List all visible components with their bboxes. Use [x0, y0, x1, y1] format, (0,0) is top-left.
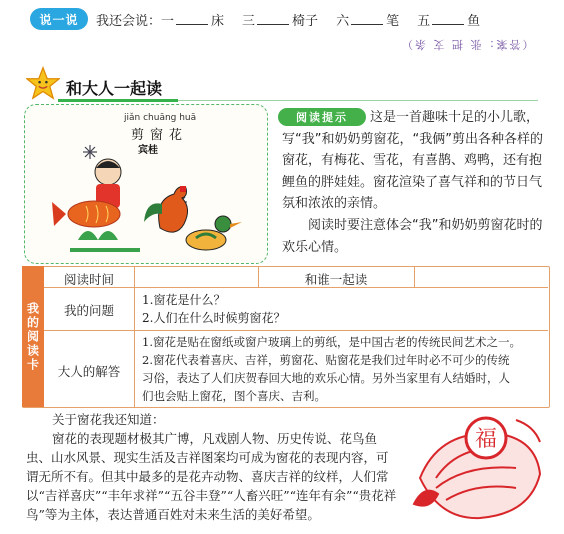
- my-question-label: 我的问题: [63, 303, 114, 318]
- reading-tip-paragraph: 阅读时要注意体会“我”和奶奶剪窗花时的欢乐心情。: [282, 218, 543, 255]
- poem-pinyin: jiǎn chuāng huā: [124, 113, 197, 123]
- adult-answer-text: [142, 333, 546, 405]
- exercise-item: 椅子: [292, 14, 319, 29]
- poem-title: 剪窗花: [131, 128, 189, 143]
- my-question-text: [142, 291, 542, 327]
- adult-answer-label: 大人的解答: [57, 364, 121, 379]
- reading-card-label: 我的阅读卡: [22, 266, 44, 407]
- exercise-item: 五: [417, 14, 431, 29]
- exercise-item: 鱼: [467, 14, 481, 29]
- section-divider: [178, 100, 538, 101]
- passage-body: 窗花的表现题材极其广博，凡戏剧人物、历史传说、花鸟鱼虫、山水风景、现实生活及吉祥图案均可成为窗花的表现内容，可谓无所不有。但其中最多的是花卉动物、喜庆吉祥的纹样，人们常以“吉祥喜庆”“丰年求祥”“五谷丰登”“人畜兴旺”“连年有余”“贵花祥鸟”等为主体，表达普通百姓对未来生活的美好希望。: [26, 431, 397, 522]
- section-underline: [58, 99, 178, 102]
- measure-word-exercise: [96, 10, 480, 29]
- read-with-label: 和谁一起读: [304, 272, 368, 287]
- poem-author: 宾桂: [138, 145, 158, 156]
- say-it-badge: 说一说: [30, 8, 88, 30]
- reading-tip-paragraph: 这是一首趣味十足的小儿歌，写“我”和奶奶剪窗花，“我俩”剪出各种各样的窗花，有梅花、雪花，有喜鹊、鸡鸭，还有抱鲤鱼的胖娃娃。窗花渲染了喜气祥和的节日气氛和浓浓的亲情。: [282, 110, 543, 211]
- exercise-item: 床: [211, 14, 225, 29]
- reading-time-label: 阅读时间: [63, 272, 114, 287]
- answer-blank: [432, 12, 464, 25]
- answer-line: 1.窗花是贴在窗纸或窗户玻璃上的剪纸，是中国古老的传统民间艺术之一。: [142, 335, 521, 349]
- fu-character: 福: [474, 427, 498, 452]
- smiling-star-icon: [26, 66, 60, 100]
- paper-cutting-illustration: [30, 142, 250, 258]
- answer-blank: [176, 12, 208, 25]
- table-divider: [134, 266, 135, 407]
- answer-blank: [351, 12, 383, 25]
- extra-knowledge-passage: [26, 410, 398, 524]
- exercise-item: 笔: [386, 14, 400, 29]
- answer-blank: [257, 12, 289, 25]
- table-divider: [44, 330, 548, 331]
- exercise-prompt: 我还会说：一: [96, 14, 175, 29]
- exercise-item: 六: [336, 14, 350, 29]
- section-title: 和大人一起读: [66, 79, 163, 98]
- passage-intro: 关于窗花我还知道：: [52, 412, 165, 427]
- answer-line: 习俗，表达了人们庆贺春回大地的欢乐心情。另外当家里有人结婚时，人: [142, 371, 510, 385]
- question-line: 2.人们在什么时候剪窗花？: [142, 311, 286, 325]
- answer-line: 2.窗花代表着喜庆、吉祥，剪窗花、贴窗花是我们过年时必不可少的传统: [142, 353, 510, 367]
- exercise-item: 三: [242, 14, 256, 29]
- fish-fu-paper-cut: [406, 408, 552, 528]
- reading-tip-badge: 阅读提示: [278, 108, 366, 126]
- question-line: 1.窗花是什么？: [142, 293, 226, 307]
- answer-line: 们也会贴上窗花，图个喜庆、吉利。: [142, 389, 326, 403]
- upside-down-answer: （答案：张 把 支 条）: [400, 38, 534, 51]
- table-divider: [414, 266, 415, 287]
